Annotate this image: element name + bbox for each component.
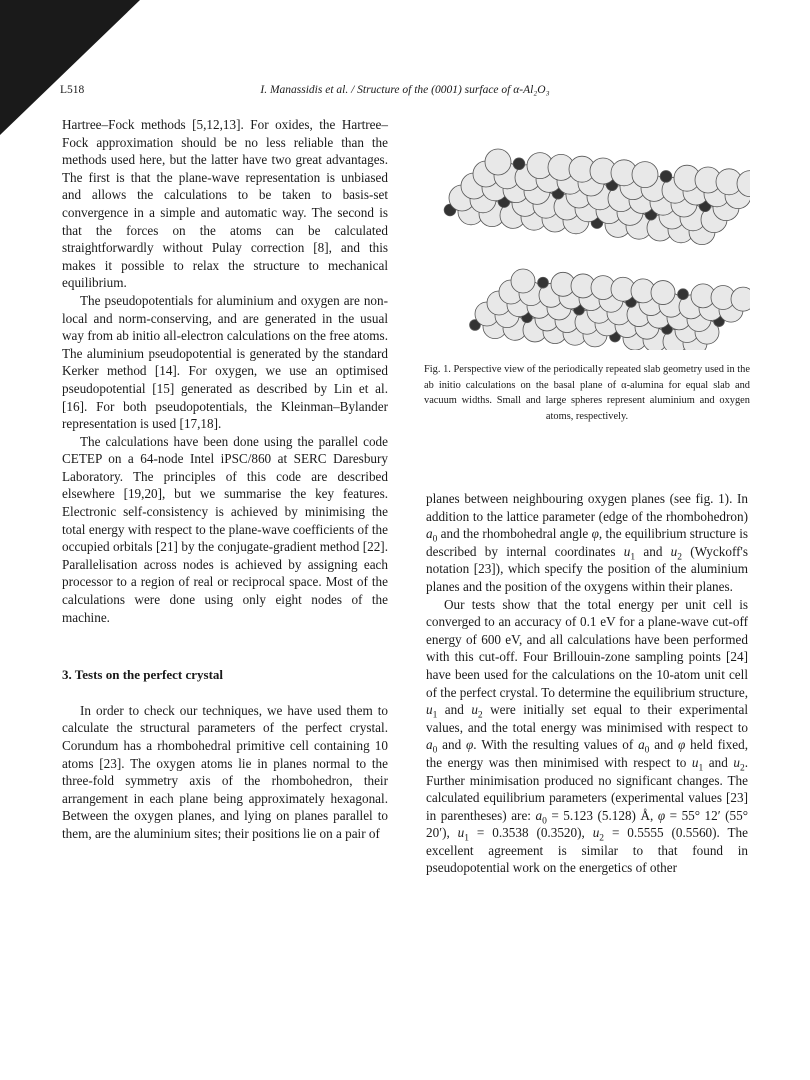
figure-caption: Fig. 1. Perspective view of the periodically repeated slab geometry used in the ab initio calculations on the basal plane of α-alumina for equal slab and vacuum widths. Small and large spheres represent aluminium and oxygen atoms, respectively. bbox=[424, 364, 750, 422]
paragraph: Hartree–Fock methods [5,12,13]. For oxides, the Hartree–Fock approximation should be no less reliable than the methods used here, but the latter have two great advantages. The first is that the plane-wave representation is unbiased and allows the calculations to be taken to basis-set convergence in a simple and automatic way. The second is that the forces on the atoms can be calculated straightforwardly without Pulay correction [8], and this makes it possible to relax the structure to mechanical equilibrium. bbox=[62, 117, 388, 291]
slab-geometry-figure bbox=[420, 120, 750, 350]
paragraph: Our tests show that the total energy per unit cell is converged to an accuracy of 0.1 eV for a plane-wave cut-off energy of 600 eV, and all calculations have been performed with this cut-off. Four Brillouin-zone sampling points [24] have been used for the calculations on the 10-atom unit cell of the perfect crystal. To determine the equilibrium structure, $u_1$ and $u_2$ were initially set equal to their experimental values, and the total energy was minimised with respect to $a_0$ and φ. With the resulting values of $a_0$ and φ held fixed, the energy was then minimised with respect to $u_1$ and $u_2$. Further minimisation produced no significant changes. The calculated equilibrium parameters (experimental values [23] in parentheses) are: $a_0 = 5.123$ (5.128) Å, φ = 55° 12′ (55° 20′), $u_1 = 0.3538$ (0.3520), $u_2 = 0.5555$ (0.5560). The excellent agreement is similar to that found in pseudopotential work on the energetics of other bbox=[426, 596, 749, 876]
oxygen-sphere bbox=[632, 162, 658, 188]
running-header bbox=[60, 84, 750, 102]
paragraph: The calculations have been done using the parallel code CETEP on a 64-node Intel iPSC/860 at SERC Daresbury Laboratory. The principles of this code are described elsewhere [19,20], but we summarise the key features. Electronic self-consistency is achieved by minimising the total energy with respect to the plane-wave coefficients of the occupied orbitals [21] by the conjugate-gradient method [22]. Parallelisation across nodes is achieved by assigning each processor to a region of real or reciprocal space. Most of the calculations were done using only eight nodes of the machine. bbox=[62, 433, 388, 625]
running-title: I. Manassidis et al. / Structure of the (0001) surface of α-Al₂O₃ bbox=[260, 84, 550, 96]
aluminium-sphere bbox=[660, 171, 672, 183]
paragraph: In order to check our techniques, we have used them to calculate the structural parameters of the perfect crystal. Corundum has a rhombohedral primitive cell containing 10 atoms [23]. The oxygen atoms lie in planes normal to the three-fold symmetry axis of the rhombohedron, their arrangement in each plane being approximately hexagonal. Between the oxygen planes, and lying on planes parallel to them, are the aluminium sites; their positions lie on a pair of bbox=[62, 702, 388, 841]
oxygen-sphere bbox=[511, 269, 535, 293]
oxygen-sphere bbox=[651, 281, 675, 305]
paragraph: planes between neighbouring oxygen planes (see fig. 1). In addition to the lattice parameter (edge of the rhombohedron) $a_0$ and the rhombohedral angle φ, the equilibrium structure is described by internal coordinates $u_1$ and $u_2$ (Wyckoff's notation [23]), which specify the position of the aluminium planes and the position of the oxygens within their planes. bbox=[426, 491, 749, 594]
aluminium-sphere bbox=[538, 277, 549, 288]
page-corner-shadow bbox=[0, 0, 140, 135]
right-column bbox=[426, 490, 748, 877]
aluminium-sphere bbox=[678, 289, 689, 300]
left-column bbox=[62, 116, 388, 843]
paragraph: The pseudopotentials for aluminium and oxygen are non-local and norm-conserving, and are generated in the usual way from ab initio all-electron calculations on the free atoms. The aluminium pseudopotential is generated by the standard Kerker method [14]. For oxygen, we use an optimised pseudopotential [15] generated as described by Lin et al. [16]. For both pseudopotentials, the Kleinman–Bylander representation is used [17,18]. bbox=[62, 292, 388, 432]
section-title: 3. Tests on the perfect crystal bbox=[62, 667, 224, 683]
page-number: L518 bbox=[60, 84, 85, 96]
aluminium-sphere bbox=[513, 158, 525, 170]
oxygen-sphere bbox=[485, 149, 511, 175]
